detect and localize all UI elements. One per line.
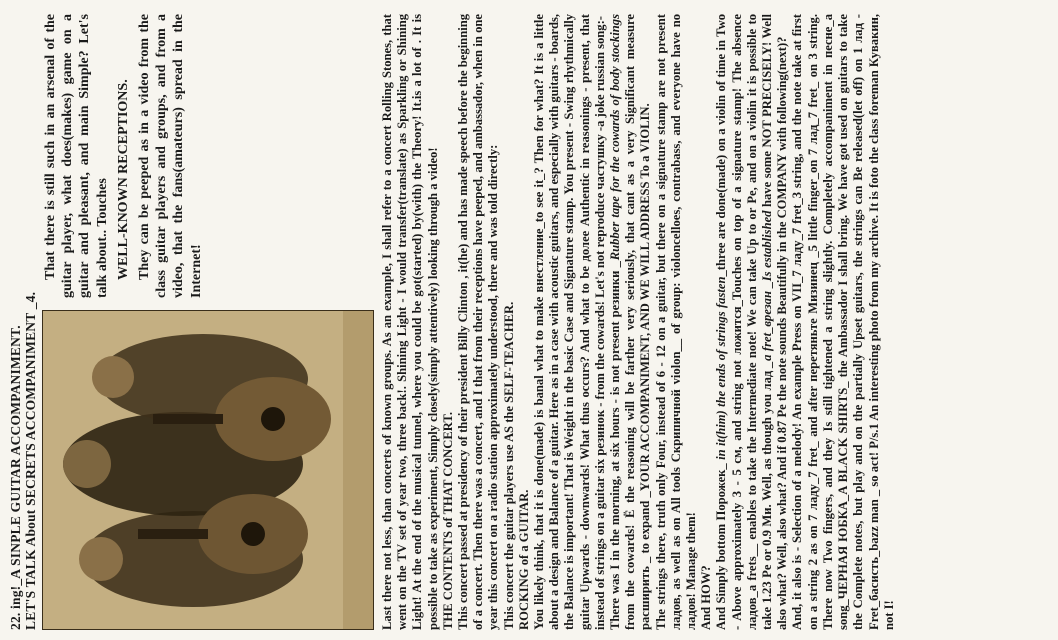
body-paragraph-4: You likely think, that it is done(made) is banal what to make внестление_to see it_? Then for what? It is a little about a design and Balance of a guitar. Here as in a case with acoustic guitars, and especially with guitars - boards, the Balance is important! That is Weight in the basic Case and Signature stamp. You present - Swing rhythmically guitar Upwards - downwards! What thus occurs? And what to be долее Authentic in reasonings - present, that instead of strings on a guitar six резинок - from the cowards! Let's not reproduce частушку -a joke russian song:-: [532, 14, 607, 630]
p5-part-b: _Rubber tape for the cowards of body stockings: [608, 14, 623, 267]
body-paragraph-1: Last there not less, than concerts of known groups. As an example, I shall refer to a concert Rolling Stones, that went on the TV set of year two, three back!. Shining Light - I would transfer(translate) as Sparkling or Shining Light! At the end of the musical tunnel, where you could be got(started) by(with) the Theory! It.is a lot of . It is possible to take as experiment, Simply closely(simply attentively) looking through a video!: [380, 14, 440, 630]
side-paragraph-1: That there is still such in an arsenal of the guitar player, what does(makes) game on a guitar and pleasant, and main Simple? Let's talk about.. Touches: [43, 14, 110, 298]
body-paragraph-2: This concert passed at presidency of their president Billy Clinton , it(he) and has made speech before the beginning of a concert. Then there was a concert, and I that from their receptions have peeped, and ambassador, when in one year this concert on a radio station approximately understood, there and was told directly:: [456, 14, 501, 630]
side-column: [42, 14, 380, 302]
body-paragraph-9: And, it also is - Selection of a melody! An example Press on VII_7 ладу_7 fret_3 string, and the note take at first on a string 2 as on 7 ладу_7 fret_ and after перетяньте Мизинец _5 little finger_on 7 лад_7 fret_ on 3 string. There now Two fingers, and they Is still tightened a string slightly. Completely accompaniment in песне_a song_ЧЕРНАЯ ЮБКА_A BLACK SHIRTS_ the Ambassador I shall bring. We have got used on guitars to take the Complete notes, but play and on the partially Upset guitars, the strings can Be released(let off) on 1 лад - Fret_басисть_bazz man _ so act! P/s.1 An interesting photo from my archive. It is foto the class foreman Кувакин, not I!: [790, 14, 896, 630]
p8-part-c: _three are done(made) on a violin of time in Two - Above approximately 3 - 5 см, and string not ложится_Touches on top of a signature stamp! The absence ладов_a frets__ enables to take the Intermediate note! We can take Up to or Pe, and on a violin it is possible to take 1.23 Pe or 0.9 Ми. Well, as though you лад: [714, 14, 775, 630]
p8-part-d: _a fret_врезан _Is established: [760, 210, 775, 368]
page-header: [8, 14, 38, 630]
p8-part-a: And Simply bottom Порожек_: [714, 459, 729, 630]
p5-part-a: There was I in the morning, at six hours - is not present резинки: [608, 266, 623, 630]
body-paragraph-7: And HOW?: [699, 565, 714, 630]
body-heading-1: THE CONTENTS of THAT CONCERT.: [440, 411, 455, 630]
body-text: [380, 14, 897, 630]
p8-part-b: in it(him) the ends of strings fasten: [714, 276, 729, 460]
side-paragraph-2: WELL-KNOWN RECEPTIONS.: [115, 79, 131, 280]
side-paragraph-3: They can be peeped as in a video from the class guitar players and groups, and from a video, that the fans(amateurs) spread in the Internet!: [137, 14, 204, 298]
body-paragraph-8: [714, 14, 790, 630]
body-paragraph-6: The strings there, truth only Four, instead of 6 - 12 on a guitar, but there on a signature stamp are not present ладов, as well as on All tools Скрипичной violon__ of group: violoncelloes, contrabass, and everyone have no ладов! Manage them!: [653, 14, 699, 630]
header-line-2: LET'S TALK About SECRETS ACCOMPANIMENT _4.: [23, 291, 38, 630]
band-photo: [42, 310, 374, 630]
body-paragraph-3: This concert the guitar players use AS the SELF-TEACHER.: [501, 301, 516, 630]
body-paragraph-5: [608, 14, 654, 630]
band-photo-icon: [43, 311, 373, 629]
p8-part-e: have some NOT PRECISELY! Well also what? Well, also what? And if 0.87 Pe the note sounds Beautifully in the COMPANY with following(next)?: [760, 14, 790, 630]
body-heading-2: ROCKING of a GUITAR.: [516, 489, 531, 630]
p5-part-c: from the cowards! Ё the reasoning will be farther very seriously, that cant as a very Significant measure расширить _ to expand _YOUR ACCOMPANIMENT, AND WE WILL ADDRESS To a VIOLIN.: [623, 14, 653, 630]
header-line-1: 22. ing!_A SINPLE GUITAR ACCOMPANIMENT.: [8, 325, 23, 630]
top-section: [42, 14, 380, 630]
